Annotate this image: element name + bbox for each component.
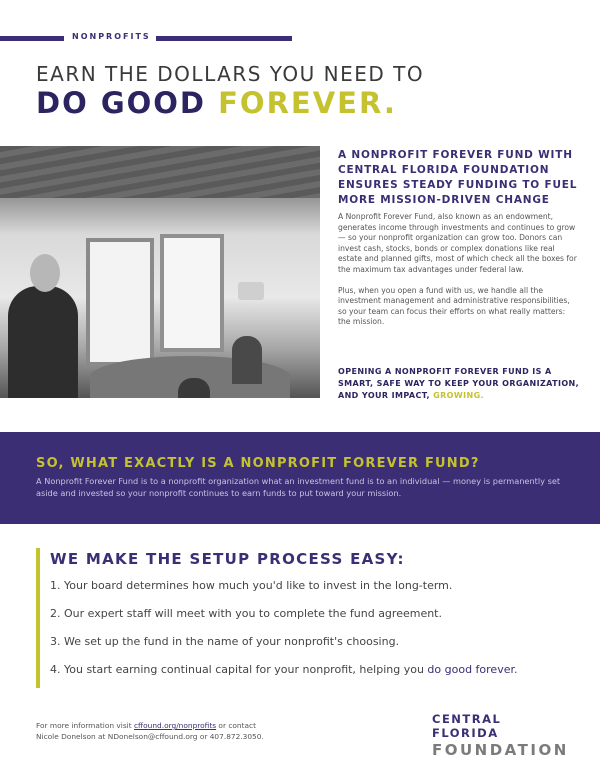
setup-steps-list xyxy=(50,578,590,690)
section-kicker: NONPROFITS xyxy=(72,32,151,41)
setup-step-2: 2. Our expert staff will meet with you to complete the fund agreement. xyxy=(50,607,442,620)
photo-attendee-2 xyxy=(232,336,262,384)
intro-callout-accent: GROWING. xyxy=(433,391,484,400)
contact-line-1 xyxy=(36,720,336,731)
contact-prefix: For more information visit xyxy=(36,721,134,730)
intro-heading: A NONPROFIT FOREVER FUND WITH CENTRAL FLORIDA FOUNDATION ENSURES STEADY FUNDING TO FUEL MORE MISSION-DRIVEN CHANGE xyxy=(338,149,578,206)
setup-accent-bar xyxy=(36,548,40,688)
contact-suffix: or contact xyxy=(216,721,256,730)
photo-lamp xyxy=(238,282,264,300)
setup-step-4-accent: do good forever xyxy=(427,663,514,676)
website-link[interactable]: cffound.org/nonprofits xyxy=(133,721,217,730)
definition-body: A Nonprofit Forever Fund is to a nonprofit organization what an investment fund is to an individual — money is permanently set aside and invested so your nonprofit continues to earn funds to put toward your mission. xyxy=(36,476,561,498)
meeting-photo xyxy=(0,146,320,398)
kicker-rule-left xyxy=(0,36,64,41)
kicker-rule-right xyxy=(156,36,292,41)
headline-line-2-main: DO GOOD xyxy=(36,86,219,120)
photo-ceiling xyxy=(0,146,320,198)
setup-step-3: 3. We set up the fund in the name of your nonprofit's choosing. xyxy=(50,635,400,648)
photo-window-left xyxy=(86,238,154,366)
setup-step-4-text: 4. You start earning continual capital for your nonprofit, helping you xyxy=(50,663,428,676)
intro-body xyxy=(338,212,578,338)
intro-paragraph-2: Plus, when you open a fund with us, we handle all the investment management and administrative responsibilities, so your team can focus their efforts on what really matters: the mission. xyxy=(338,285,570,327)
headline-line-2 xyxy=(36,86,397,120)
setup-heading: WE MAKE THE SETUP PROCESS EASY: xyxy=(50,550,405,568)
headline-line-1: EARN THE DOLLARS YOU NEED TO xyxy=(36,62,425,86)
intro-callout-text: OPENING A NONPROFIT FOREVER FUND IS A SMART, SAFE WAY TO KEEP YOUR ORGANIZATION, AND YOUR IMPACT, xyxy=(338,367,580,400)
setup-step-4-end: . xyxy=(514,663,518,676)
photo-window-right xyxy=(160,234,224,352)
intro-callout xyxy=(338,366,588,402)
definition-heading: SO, WHAT EXACTLY IS A NONPROFIT FOREVER FUND? xyxy=(36,456,480,471)
contact-info xyxy=(36,720,336,742)
logo-line-1: CENTRAL FLORIDA xyxy=(432,712,502,740)
contact-line-2: Nicole Donelson at NDonelson@cffound.org or 407.872.3050. xyxy=(36,732,264,741)
headline-line-2-accent: FOREVER. xyxy=(218,86,397,120)
photo-attendee-1 xyxy=(178,378,210,398)
setup-step-4 xyxy=(50,662,590,690)
foundation-logo xyxy=(432,712,572,759)
logo-line-2: FOUNDATION xyxy=(432,741,569,759)
photo-speaker-head xyxy=(30,254,60,292)
intro-paragraph-1: A Nonprofit Forever Fund, also known as an endowment, generates income through investments and continues to grow — so your nonprofit organization can grow too. Donors can invest cash, stocks, bonds or complex donations like real estate and planned gifts, most of which check all the boxes for the maximum tax advantages under federal law. xyxy=(338,212,577,274)
setup-step-1: 1. Your board determines how much you'd like to invest in the long-term. xyxy=(50,579,453,592)
photo-speaker xyxy=(8,286,78,398)
